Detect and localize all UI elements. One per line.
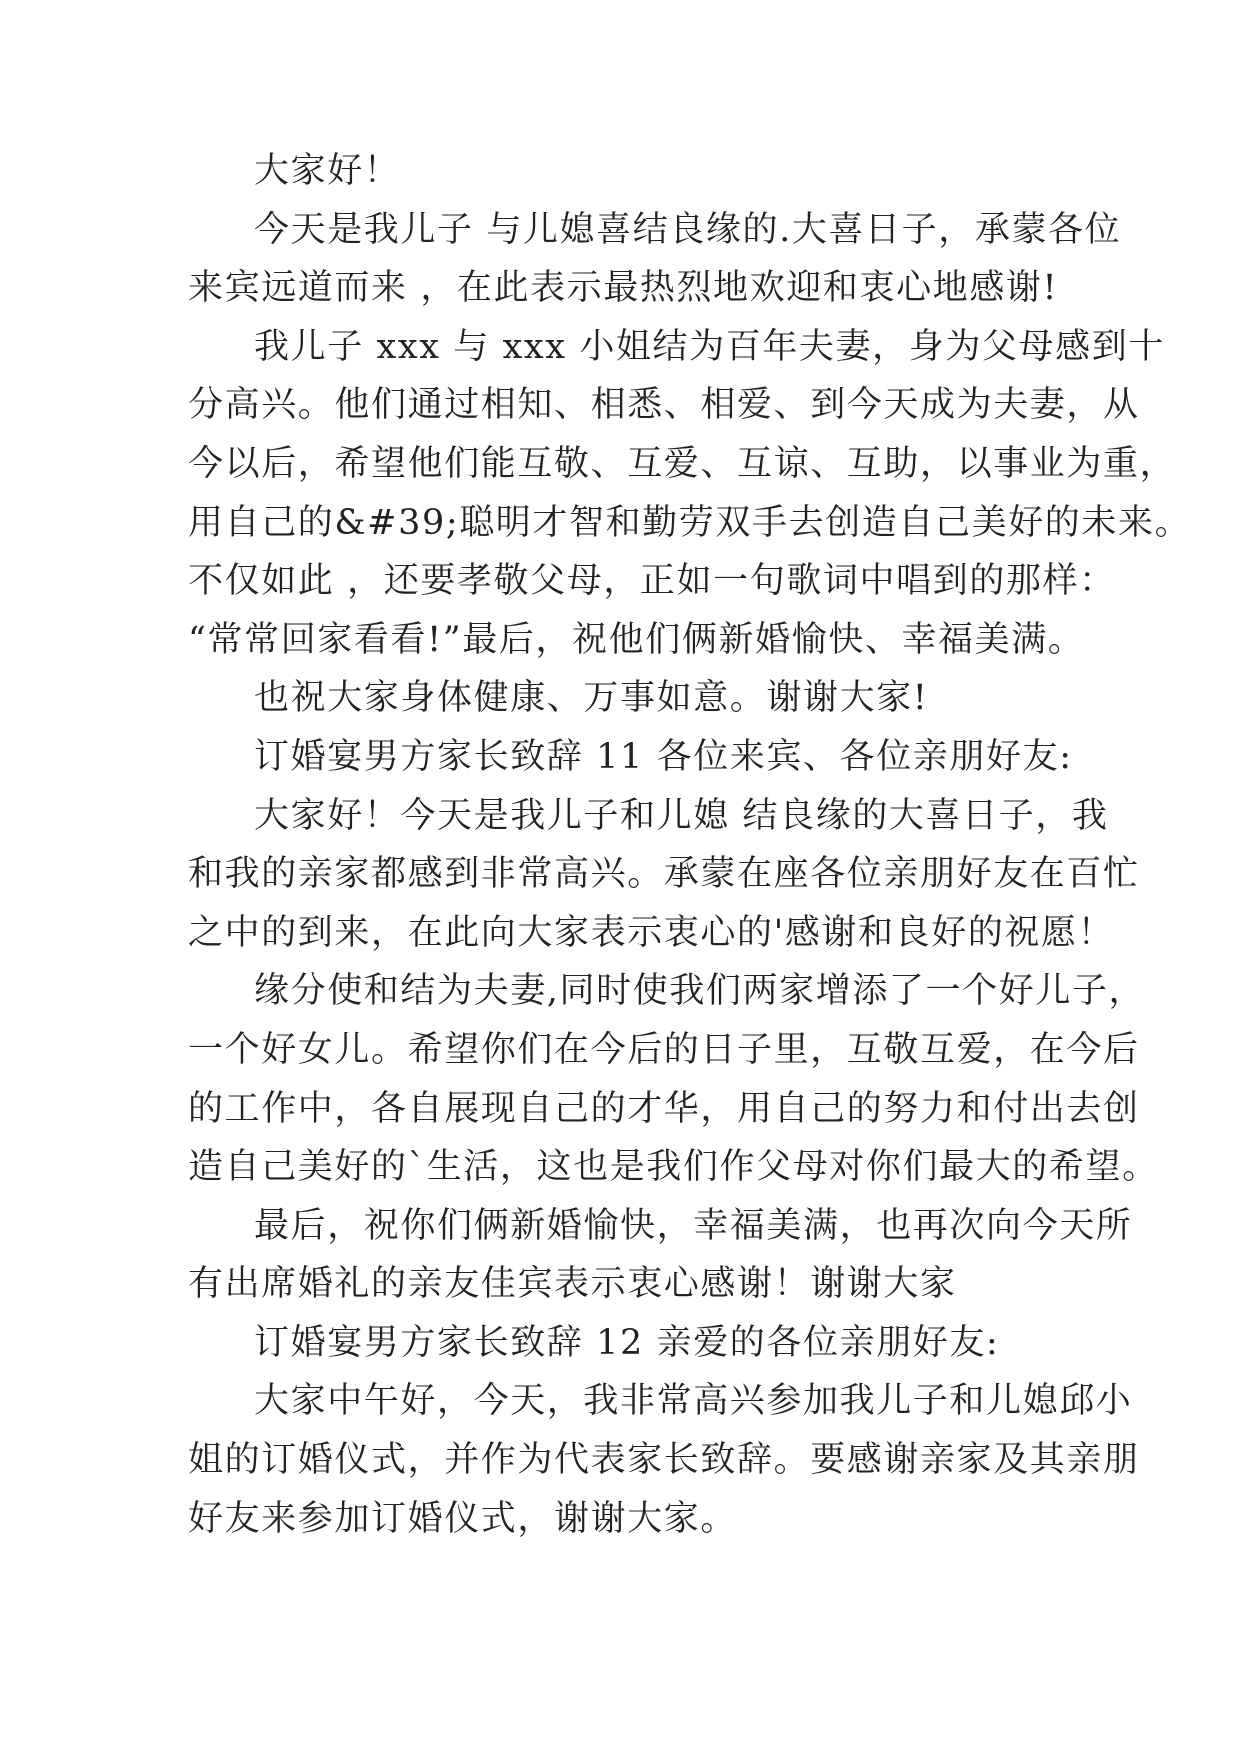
text-line: 我儿子 xxx 与 xxx 小姐结为百年夫妻，身为父母感到十 xyxy=(254,326,1165,367)
text-line: 姐的订婚仪式，并作为代表家长致辞。要感谢亲家及其亲朋 xyxy=(188,1440,1140,1481)
text-line: 缘分使和结为夫妻,同时使我们两家增添了一个好儿子， xyxy=(254,971,1146,1012)
text-line: 来宾远道而来 ，在此表示最热烈地欢迎和衷心地感谢! xyxy=(188,268,1059,309)
paragraph xyxy=(188,728,1073,787)
paragraph xyxy=(188,1197,1133,1314)
text-line: 一个好女儿。希望你们在今后的日子里，互敬互爱，在今后 xyxy=(188,1029,1140,1070)
text-line: 大家中午好，今天，我非常高兴参加我儿子和儿媳邱小 xyxy=(254,1381,1133,1422)
paragraph xyxy=(188,142,1068,201)
text-line: 也祝大家身体健康、万事如意。谢谢大家! xyxy=(254,678,929,719)
text-line: 订婚宴男方家长致辞 11 各位来宾、各位亲朋好友: xyxy=(254,736,1073,777)
text-line: 有出席婚礼的亲友佳宾表示衷心感谢！谢谢大家 xyxy=(188,1264,957,1305)
text-line: “常常回家看看!”最后，祝他们俩新婚愉快、幸福美满。 xyxy=(188,619,1085,660)
paragraph xyxy=(188,962,1159,1196)
paragraph xyxy=(188,669,1068,728)
document-body xyxy=(188,142,1192,1548)
text-line: 大家好！今天是我儿子和儿媳 结良缘的大喜日子，我 xyxy=(254,795,1109,836)
text-line: 之中的到来，在此向大家表示衷心的'感谢和良好的祝愿！ xyxy=(188,912,1115,953)
paragraph xyxy=(188,1314,1068,1373)
text-line: 不仅如此 ，还要孝敬父母，正如一句歌词中唱到的那样： xyxy=(188,561,1116,602)
text-line: 分高兴。他们通过相知、相悉、相爱、到今天成为夫妻，从 xyxy=(188,385,1140,426)
paragraph xyxy=(188,318,1192,670)
paragraph xyxy=(188,201,1122,318)
text-line: 和我的亲家都感到非常高兴。承蒙在座各位亲朋好友在百忙 xyxy=(188,854,1140,895)
text-line: 的工作中，各自展现自己的才华，用自己的努力和付出去创 xyxy=(188,1088,1140,1129)
text-line: 好友来参加订婚仪式，谢谢大家。 xyxy=(188,1498,738,1539)
paragraph xyxy=(188,787,1140,963)
text-line: 今以后，希望他们能互敬、互爱、互谅、互助，以事业为重， xyxy=(188,443,1177,484)
text-line: 订婚宴男方家长致辞 12 亲爱的各位亲朋好友: xyxy=(254,1322,1000,1363)
text-line: 最后，祝你们俩新婚愉快，幸福美满，也再次向今天所 xyxy=(254,1205,1133,1246)
text-line: 用自己的&#39;聪明才智和勤劳双手去创造自己美好的未来。 xyxy=(188,502,1192,543)
text-line: 造自己美好的`生活，这也是我们作父母对你们最大的希望。 xyxy=(188,1147,1159,1188)
paragraph xyxy=(188,1372,1140,1548)
text-line: 今天是我儿子 与儿媳喜结良缘的.大喜日子，承蒙各位 xyxy=(254,209,1122,250)
text-line: 大家好！ xyxy=(254,151,401,191)
